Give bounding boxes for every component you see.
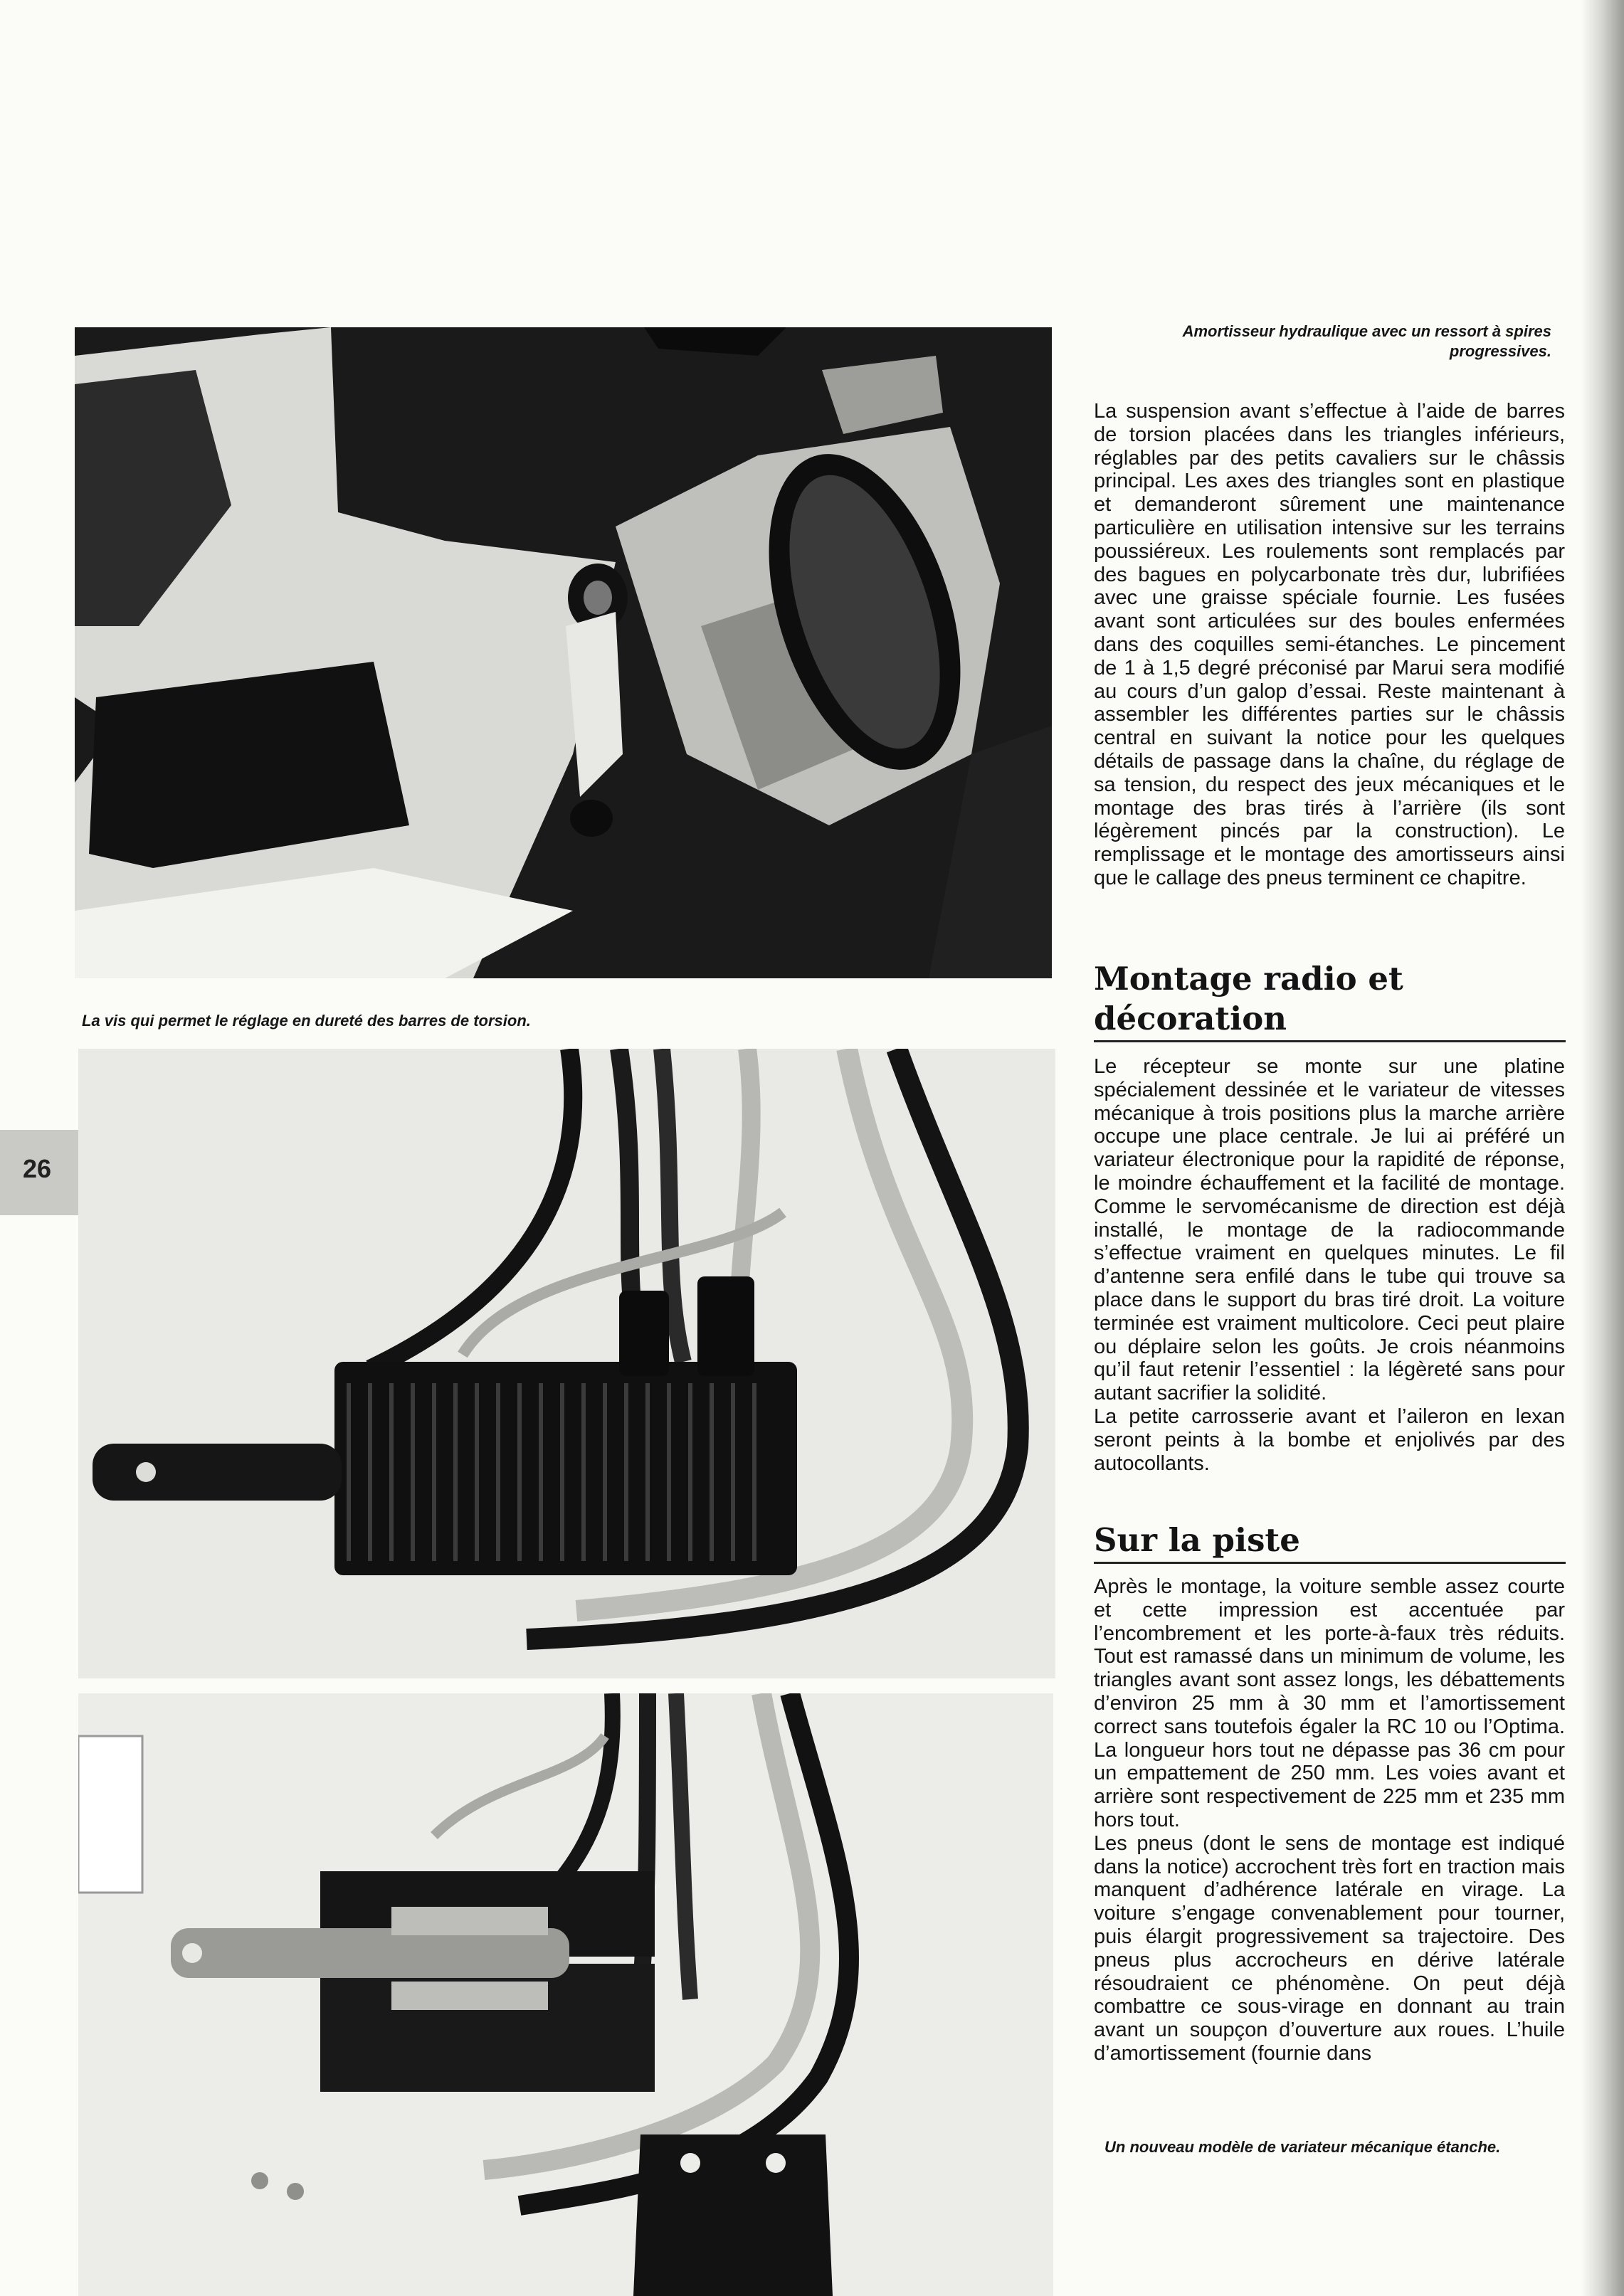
caption-variator: Un nouveau modèle de variateur mécanique étanche. xyxy=(1104,2138,1501,2156)
photo-variator-closed xyxy=(78,1049,1055,1678)
paragraph-piste-1: Après le montage, la voiture semble assez courte et cette impression est accentuée par l’encombrement et les porte-à-faux très réduits. Tout est ramassé dans un minimum de volume, les triangles avant sont assez longs, les débattements d’environ 25 mm à 30 mm et l’amortissement correct sans toutefois égaler la RC 10 ou l’Optima. La longueur hors tout ne dépasse pas 36 cm pour un empattement de 250 mm. Les voies avant et arrière sont respectivement de 225 mm et 235 mm hors tout. xyxy=(1094,1575,1565,1831)
paragraph-radio-2: La petite carrosserie avant et l’aileron en lexan seront peints à la bombe et enjolivés par des autocollants. xyxy=(1094,1404,1565,1475)
paragraph-suspension-text: La suspension avant s’effectue à l’aide de barres de torsion placées dans les triangles inférieurs, réglables par des petits cavaliers sur le châssis principal. Les axes des triangles sont en plastique et demanderont sûrement une maintenance particulière en utilisation intensive sur les terrains poussiéreux. Les roulements sont remplacés par des bagues en polycarbonate très dur, lubrifiées avec une graisse spéciale fournie. Les fusées avant sont articulées sur des boules enfermées dans des coquilles semi-étanches. Le pincement de 1 à 1,5 degré préconisé par Marui sera modifié au cours d’un galop d’essai. Reste maintenant à assembler les différentes parties sur le châssis central en suivant la notice pour les quelques détails de passage dans la chaîne, du réglage de sa tension, du respect des jeux mécaniques et le montage des bras tirés à l’arrière (ils sont légèrement pincés par la construction). Le remplissage et le montage des amortisseurs ainsi que le callage des pneus terminent ce chapitre. xyxy=(1094,400,1565,889)
heading-piste: Sur la piste xyxy=(1094,1520,1566,1564)
photo-variator-open xyxy=(78,1693,1053,2296)
caption-screw: La vis qui permet le réglage en dureté des barres de torsion. xyxy=(82,1012,531,1030)
heading-radio: Montage radio et décoration xyxy=(1094,959,1566,1042)
photo-suspension-screw xyxy=(75,327,1052,978)
caption-shock: Amortisseur hydraulique avec un ressort à spires progressives. xyxy=(1182,322,1551,360)
paragraph-suspension xyxy=(1094,400,1565,890)
page-fold-shadow xyxy=(1581,0,1624,2296)
paragraph-piste-2: Les pneus (dont le sens de montage est indiqué dans la notice) accrochent très fort en traction mais manquent d’adhérence latérale en virage. La voiture s’engage convenablement pour tourner, puis élargit progressivement sa trajectoire. Des pneus plus accrocheurs en dérive latérale résoudraient ce phénomène. On peut déjà combattre ce sous-virage en donnant au train avant un soupçon d’ouverture aux roues. L’huile d’amortissement (fournie dans xyxy=(1094,1831,1565,2065)
section-radio xyxy=(1094,1055,1565,1475)
page-number: 26 xyxy=(23,1154,52,1183)
section-piste xyxy=(1094,1575,1565,2065)
paragraph-radio-1: Le récepteur se monte sur une platine spécialement dessinée et le variateur de vitesses mécanique à trois positions plus la marche arrière occupe une place centrale. Je lui ai préféré un variateur électronique pour la rapidité de réponse, le moindre échauffement et la facilité de montage. Comme le servomécanisme de direction est déjà installé, le montage de la radiocommande s’effectue vraiment en quelques minutes. Le fil d’antenne sera enfilé dans le tube qui trouve sa place dans le support du bras tiré droit. La voiture terminée est vraiment multicolore. Ceci peut plaire ou déplaire selon les goûts. Je crois néanmoins qu’il faut retenir l’essentiel : la légèreté sans pour autant sacrifier la solidité. xyxy=(1094,1055,1565,1405)
